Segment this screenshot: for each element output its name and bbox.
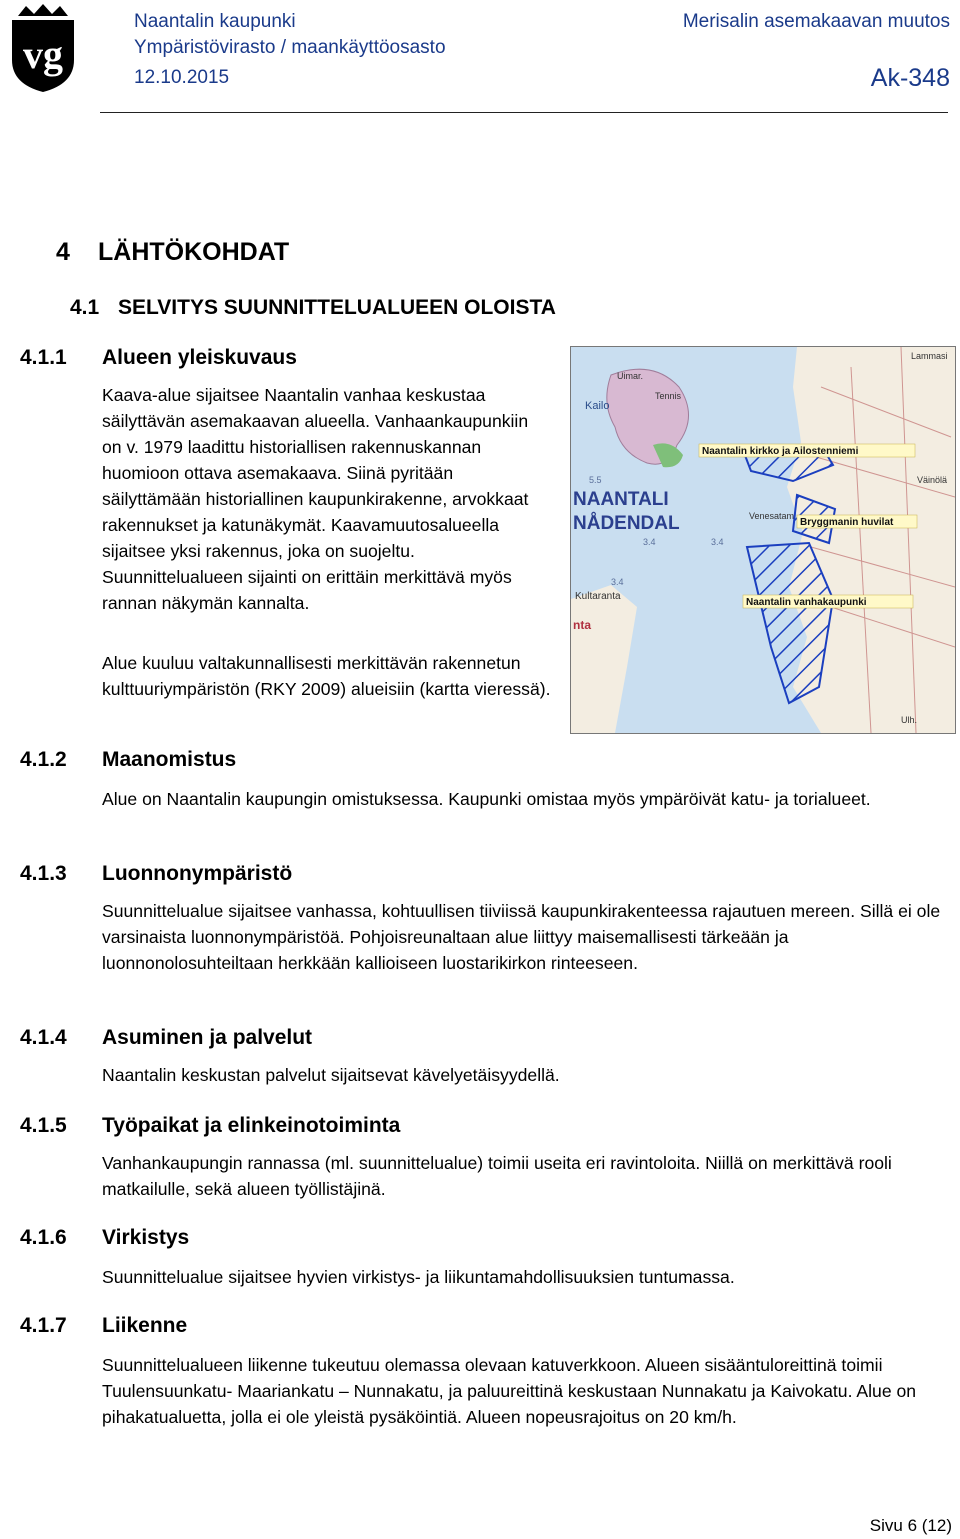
- map-graphic: [571, 347, 955, 733]
- map-label-lammasi: Lammasi: [911, 351, 948, 361]
- header-divider: [100, 112, 948, 113]
- map-depth-1: 5.5: [589, 475, 602, 485]
- map-town-fi: NAANTALI: [573, 489, 669, 510]
- paragraph: Suunnittelualue sijaitsee hyvien virkistys- ja liikuntamahdollisuuksien tuntumassa.: [102, 1267, 735, 1287]
- header-code: Ak-348: [870, 64, 950, 92]
- subsection-number: 4.1.3: [20, 862, 67, 885]
- subsection-title: Asuminen ja palvelut: [102, 1026, 313, 1049]
- chapter-number: 4: [56, 238, 70, 266]
- map-depth-4: 3.4: [611, 577, 624, 587]
- map-label-kailo: Kailo: [585, 400, 610, 412]
- subsection-number: 4.1.2: [20, 748, 67, 771]
- subsection-heading: [20, 1114, 400, 1138]
- map-area-label: Naantalin kirkko ja Ailostenniemi: [702, 446, 859, 457]
- map-label-tennis: Tennis: [655, 391, 682, 401]
- header-project: Merisalin asemakaavan muutos: [682, 11, 950, 32]
- subsection-title: Maanomistus: [102, 748, 237, 771]
- section-heading: [70, 296, 556, 320]
- subsection-number: 4.1.1: [20, 346, 67, 369]
- map-label-vainola: Väinölä: [917, 475, 948, 485]
- paragraph: Naantalin keskustan palvelut sijaitsevat kävelyetäisyydellä.: [102, 1065, 560, 1085]
- map-depth-3: 3.4: [711, 537, 724, 547]
- map-depth-2: 3.4: [643, 537, 656, 547]
- subsection-number: 4.1.4: [20, 1026, 67, 1049]
- paragraph: Vanhankaupungin rannassa (ml. suunnittelualue) toimii useita eri ravintoloita. Niillä on merkittävä rooli matkailulle, sekä alueen työllistäjinä.: [102, 1153, 892, 1199]
- section-title: SELVITYS SUUNNITTELUALUEEN OLOISTA: [118, 296, 556, 319]
- rky-map: [570, 346, 956, 734]
- map-label-uimaranta: Uimar.: [617, 371, 644, 381]
- city-logo: [8, 2, 78, 94]
- subsection-heading: [20, 1026, 312, 1050]
- subsection-heading: [20, 1226, 189, 1250]
- map-label-kultaranta: Kultaranta: [575, 591, 621, 602]
- subsection-heading: [20, 748, 236, 772]
- paragraph: Alue on Naantalin kaupungin omistuksessa. Kaupunki omistaa myös ympäröivät katu- ja torialueet.: [102, 789, 871, 809]
- paragraph: Kaava-alue sijaitsee Naantalin vanhaa keskustaa säilyttävän asemakaavan alueella. Vanhaankaupunkiin on v. 1979 laadittu historiallisen rakennuskannan huomioon ottava asemakaava. Siinä pyritään säilyttämään historiallinen kaupunkirakenne, arvokkaat rakennukset ja katunäkymät. Kaavamuutosalueella sijaitsee yksi rakennus, joka on suojeltu. Suunnittelualueen sijainti on erittäin merkittävä myös rannan näkymän kannalta.: [102, 385, 529, 613]
- crown-icon: [18, 4, 68, 16]
- map-label-ulh: Ulh.: [901, 715, 918, 725]
- paragraph: Suunnittelualueen liikenne tukeutuu olemassa olevaan katuverkkoon. Alueen sisääntuloreittinä toimii Tuulensuunkatu- Maariankatu – Nunnakatu, ja paluureittinä keskustaan Nunnakatu ja Kaivokatu. Alue on pihakatualuetta, jolla ei ole yleistä pysäköintiä. Alueen nopeusrajoitus on 20 km/h.: [102, 1355, 917, 1427]
- subsection-number: 4.1.5: [20, 1114, 67, 1137]
- map-label-venesatama: Venesatam: [749, 511, 795, 521]
- subsection-title: Virkistys: [102, 1226, 190, 1249]
- subsection-number: 4.1.7: [20, 1314, 67, 1337]
- subsection-number: 4.1.6: [20, 1226, 67, 1249]
- header-dept: Ympäristövirasto / maankäyttöosasto: [134, 37, 446, 58]
- paragraph: Alue kuuluu valtakunnallisesti merkittävän rakennetun kulttuuriympäristön (RKY 2009) alueisiin (kartta vieressä).: [102, 653, 551, 699]
- section-number: 4.1: [70, 296, 100, 319]
- logo-initials: vg: [23, 32, 63, 77]
- subsection-title: Työpaikat ja elinkeinotoiminta: [102, 1114, 401, 1137]
- map-area-label: Bryggmanin huvilat: [800, 517, 894, 528]
- map-area-label: Naantalin vanhakaupunki: [746, 597, 867, 608]
- map-label-nta: nta: [573, 618, 591, 632]
- paragraph: Suunnittelualue sijaitsee vanhassa, kohtuullisen tiiviissä kaupunkirakenteessa rajautuen mereen. Sillä ei ole varsinaista luonnonympäristöä. Pohjoisreunaltaan alue liittyy maisemallisesti tärkeään ja luonnonolosuhteiltaan herkkään kallioiseen luostarikirkon rinteeseen.: [102, 901, 941, 973]
- chapter-heading: [56, 238, 289, 267]
- subsection-heading: [20, 1314, 187, 1338]
- page-number: Sivu 6 (12): [869, 1516, 952, 1535]
- subsection-title: Liikenne: [102, 1314, 188, 1337]
- header-org: Naantalin kaupunki: [134, 11, 296, 32]
- map-town-sv: NÅDENDAL: [573, 513, 680, 534]
- header-date: 12.10.2015: [134, 67, 230, 88]
- subsection-title: Luonnonympäristö: [102, 862, 293, 885]
- chapter-title: LÄHTÖKOHDAT: [98, 238, 290, 266]
- subsection-title: Alueen yleiskuvaus: [102, 346, 297, 369]
- subsection-heading: [20, 346, 297, 370]
- subsection-heading: [20, 862, 292, 886]
